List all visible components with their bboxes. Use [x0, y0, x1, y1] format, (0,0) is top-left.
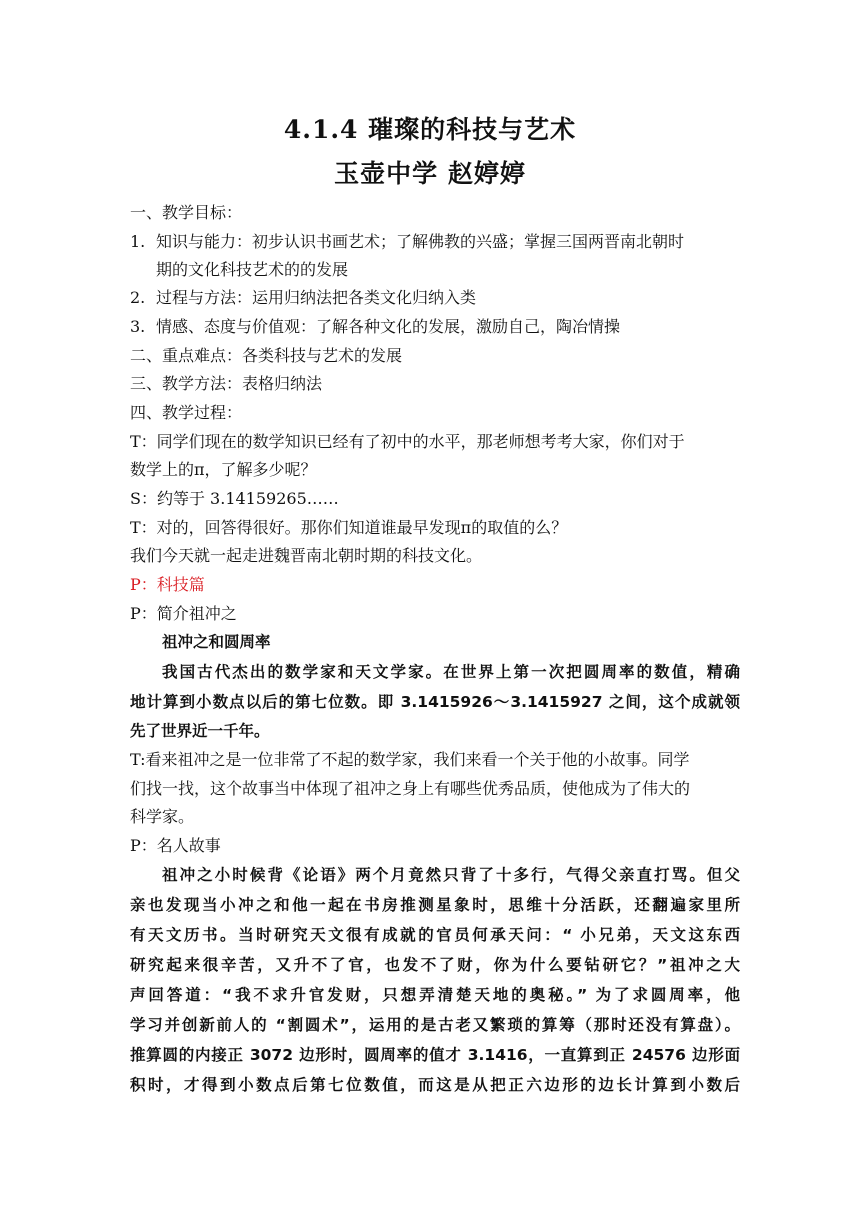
objective-text: 情感、态度与价值观：了解各种文化的发展，激励自己，陶冶情操: [156, 317, 621, 336]
intro-zu-chongzhi-label: P：简介祖冲之: [130, 604, 237, 623]
lesson-intro: 我们今天就一起走进魏晋南北朝时期的科技文化。: [130, 546, 483, 565]
teacher-remark-line3: 科学家。: [130, 807, 195, 826]
lesson-title: 4.1.4 璀璨的科技与艺术: [283, 115, 577, 144]
teacher-question-line2: 数学上的π，了解多少呢？: [130, 460, 317, 479]
objective-item-3: [130, 317, 740, 337]
story-line8: 积时，才得到小数点后第七位数值，而这是从把正六边形的边长计算到小数后: [130, 1076, 740, 1094]
teacher-remark-line1: T:看来祖冲之是一位非常了不起的数学家，我们来看一个关于他的小故事。同学: [130, 750, 690, 769]
objective-item-2: [130, 288, 740, 308]
pi-section-heading: 祖冲之和圆周率: [162, 633, 271, 651]
objective-item-1-continued: 期的文化科技艺术的的发展: [156, 260, 349, 279]
teacher-remark-line2: 们找一找，这个故事当中体现了祖冲之身上有哪些优秀品质，使他成为了伟大的: [130, 779, 691, 798]
story-line6: 学习并创新前人的 “割圆术”，运用的是古老又繁琐的算筹（那时还没有算盘）。: [130, 1016, 740, 1034]
pi-paragraph-line1: 我国古代杰出的数学家和天文学家。在世界上第一次把圆周率的数值，精确: [162, 663, 740, 681]
story-line7: 推算圆的内接正 3072 边形时，圆周率的值才 3.1416，一直算到正 24576 边形面: [130, 1046, 740, 1064]
section-tech-label: P：科技篇: [130, 575, 205, 594]
student-answer: S：约等于 3.14159265……: [130, 489, 339, 508]
objective-text: 知识与能力：初步认识书画艺术；了解佛教的兴盛；掌握三国两晋南北朝时: [156, 232, 685, 251]
teacher-question-line1: T：同学们现在的数学知识已经有了初中的水平，那老师想考考大家，你们对于: [130, 432, 685, 451]
objective-item-1: [130, 232, 740, 252]
story-line1: 祖冲之小时候背《论语》两个月竟然只背了十多行，气得父亲直打骂。但父: [162, 866, 740, 884]
objective-number: 2.: [130, 288, 146, 307]
teacher-followup: T：对的，回答得很好。那你们知道谁最早发现π的取值的么？: [130, 518, 568, 537]
objective-number: 1.: [130, 232, 146, 251]
objectives-heading: 一、教学目标：: [130, 203, 243, 222]
objective-text: 过程与方法：运用归纳法把各类文化归纳入类: [156, 288, 477, 307]
author-line: 玉壶中学 赵婷婷: [334, 159, 526, 188]
story-line5: 声回答道：“我不求升官发财，只想弄清楚天地的奥秘。” 为了求圆周率，他: [130, 986, 740, 1004]
objective-number: 3.: [130, 317, 146, 336]
story-line2: 亲也发现当小冲之和他一起在书房推测星象时，思维十分活跃，还翻遍家里所: [130, 896, 740, 914]
teaching-method: 三、教学方法：表格归纳法: [130, 374, 323, 393]
key-points: 二、重点难点：各类科技与艺术的发展: [130, 346, 403, 365]
story-label: P：名人故事: [130, 836, 221, 855]
pi-paragraph-line2: 地计算到小数点以后的第七位数。即 3.1415926～3.1415927 之间，这个成就领: [130, 693, 740, 711]
story-line4: 研究起来很辛苦，又升不了官，也发不了财，你为什么要钻研它？”祖冲之大: [130, 956, 740, 974]
pi-paragraph-line3: 先了世界近一千年。: [130, 722, 270, 740]
process-heading: 四、教学过程：: [130, 403, 243, 422]
story-line3: 有天文历书。当时研究天文很有成就的官员何承天问：“ 小兄弟，天文这东西: [130, 926, 740, 944]
